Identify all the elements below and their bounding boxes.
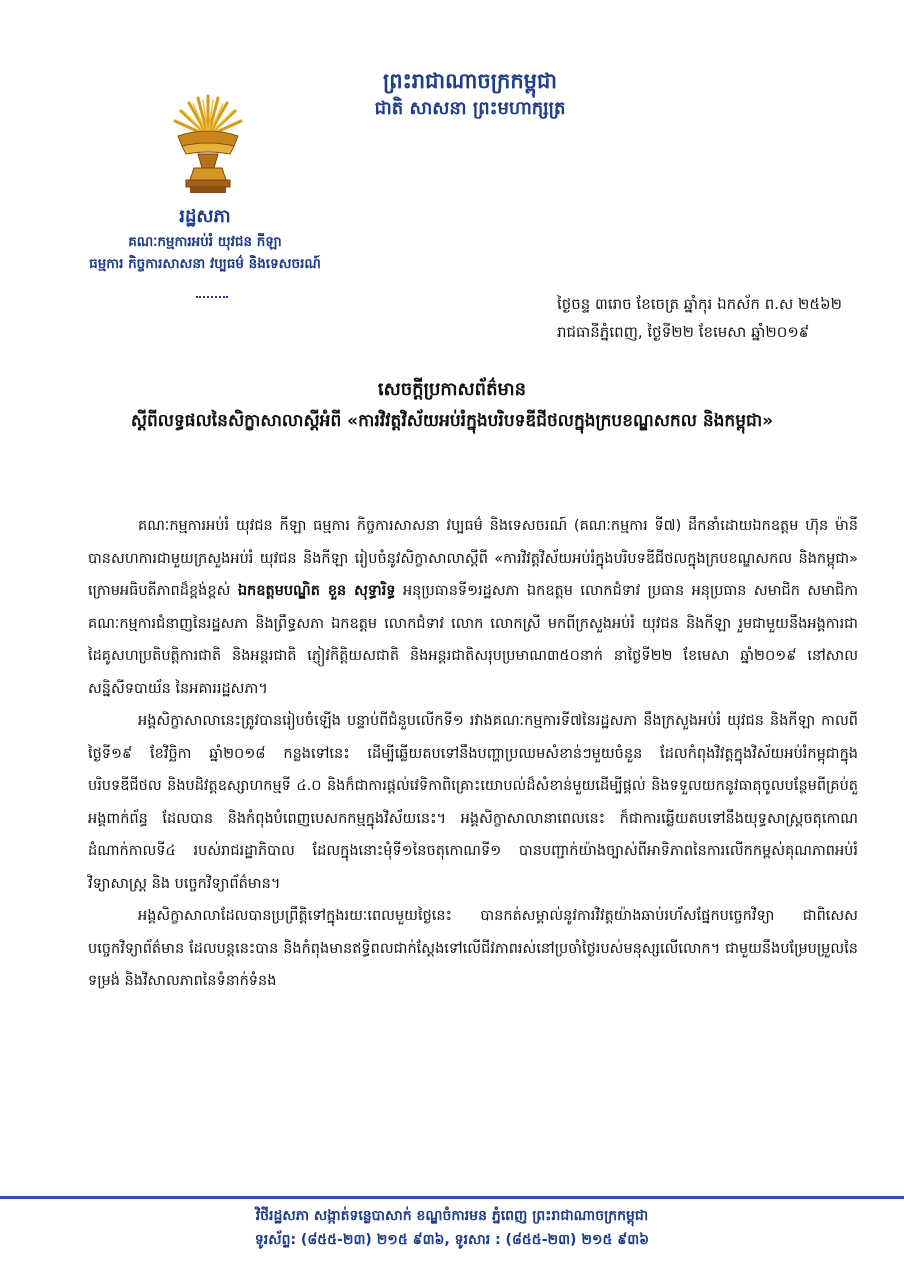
- lunar-date: ថ្ងៃចន្ទ ៣រោច ខែចេត្រ ឆ្នាំកុរ ឯកស័ក ព.ស ២៥៦២: [556, 295, 842, 313]
- document-body: [88, 510, 858, 998]
- institution-name: រដ្ឋសភា: [179, 206, 231, 227]
- footer-divider: [0, 1196, 904, 1199]
- issuing-body: [40, 203, 370, 275]
- document-subject: ស្តីពីលទ្ធផលនៃសិក្ខាសាលាស្តីអំពី «ការវិវត្តវិស័យអប់រំក្នុងបរិបទឌីជីថលក្នុងក្របខណ្ឌសកល និងកម្ពុជា»: [130, 411, 774, 431]
- footer-address: វិថីរដ្ឋសភា សង្កាត់ទន្លេបាសាក់ ខណ្ឌចំការមន ភ្នំពេញ ព្រះរាជាណាចក្រកម្ពុជា: [255, 1208, 649, 1224]
- document-heading: [60, 375, 844, 437]
- date-block: [557, 290, 842, 346]
- paragraph-1-text-a: គណៈកម្មការអប់រំ យុវជន កីឡា ធម្មការ កិច្ចការសាសនា វប្បធម៌ និងទេសចរណ៍ (គណៈកម្មការ ទី៧) ដឹកនាំដោយឯកឧត្តម ហ៊ុន ម៉ានី បានសហការជាមួយក្រសួងអប់រំ យុវជន និងកីឡា រៀបចំនូវសិក្ខាសាលាស្តីពី «ការវិវត្តវិស័យអប់រំក្នុងបរិបទឌីជីថលក្នុងក្របខណ្ឌសកល និងកម្ពុជា» ក្រោមអធិបតីភាពដ៏ខ្ពង់ខ្ពស់: [88, 518, 858, 599]
- paragraph-1-text-b: អនុប្រធានទី១រដ្ឋសភា ឯកឧត្តម លោកជំទាវ ប្រធាន អនុប្រធាន សមាជិក សមាជិកា គណៈកម្មការជំនាញនៃរដ្ឋសភា និងព្រឹទ្ធសភា ឯកឧត្តម លោកជំទាវ លោក លោកស្រី មកពីក្រសួងអប់រំ យុវជន និងកីឡា រួមជាមួយនឹងអង្គការជាដៃគូសហប្រតិបត្តិការជាតិ និងអន្តរជាតិ ភ្ញៀវកិត្តិយសជាតិ និងអន្តរជាតិសរុបប្រមាណ៣៥០នាក់ នាថ្ងៃទី២២ ខែមេសា ឆ្នាំ២០១៩ នៅសាលសន្និសីទបាយ័ន នៃអគាររដ្ឋសភា។: [88, 583, 859, 697]
- footer-contact: ទូរស័ព្ទ: (៨៥៥-២៣) ២១៥ ៩៣៦, ទូរសារ : (៨៥៥-២៣) ២១៥ ៩៣៦: [254, 1232, 650, 1248]
- ornament-divider: [196, 296, 228, 298]
- national-assembly-emblem: [168, 90, 248, 200]
- footer: [0, 1204, 904, 1252]
- commission-name-line2: ធម្មការ កិច្ចការសាសនា វប្បធម៌ និងទេសចរណ៍: [89, 256, 321, 272]
- paragraph-3: អង្គសិក្ខាសាលាដែលបានប្រព្រឹត្តិទៅក្នុងរយៈពេលមួយថ្ងៃនេះ បានកត់សម្គាល់នូវការវិវត្តយ៉ាងឆាប់រហ័សផ្នែកបច្ចេកវិទ្យា ជាពិសេសបច្ចេកវិទ្យាព័ត៌មាន ដែលបន្តនេះបាន និងកំពុងមានឥទ្ធិពលជាក់ស្តែងទៅលើជីវភាពរស់នៅប្រចាំថ្ងៃរបស់មនុស្សលើលោក។ ជាមួយនឹងបម្រែបម្រួលនៃទម្រង់ និងវិសាលភាពនៃទំនាក់ទំនង: [88, 908, 858, 989]
- commission-name-line1: គណៈកម្មការអប់រំ យុវជន កីឡា: [128, 234, 282, 250]
- document-title: សេចក្តីប្រកាសព័ត៌មាន: [377, 379, 527, 400]
- paragraph-2: អង្គសិក្ខាសាលានេះត្រូវបានរៀបចំឡើង បន្ទាប់ពីជំនួបលើកទី១ រវាងគណៈកម្មការទី៧នៃរដ្ឋសភា នឹងក្រសួងអប់រំ យុវជន និងកីឡា កាលពីថ្ងៃទី១៩ ខែវិច្ឆិកា ឆ្នាំ២០១៨ កន្លងទៅនេះ ដើម្បីឆ្លើយតបទៅនឹងបញ្ហាប្រឈមសំខាន់ៗមួយចំនួន ដែលកំពុងវិវត្តក្នុងវិស័យអប់រំកម្ពុជាក្នុងបរិបទឌីជីថល និងបដិវត្តឧស្សាហកម្មទី ៤.០ និងក៏ជាការផ្តល់វេទិកាពិគ្រោះយោបល់ដ៏សំខាន់មួយដើម្បីផ្តល់ និងទទួលយកនូវធាតុចូលបន្ថែមពីគ្រប់តួអង្គពាក់ព័ន្ធ ដែលបាន និងកំពុងបំពេញបេសកកម្មក្នុងវិស័យនេះ។ អង្គសិក្ខាសាលានាពេលនេះ ក៏ជាការឆ្លើយតបទៅនឹងយុទ្ធសាស្ត្រចតុកោណដំណាក់កាលទី៤ របស់រាជរដ្ឋាភិបាល ដែលក្នុងនោះមុំទី១នៃចតុកោណទី១ បានបញ្ជាក់យ៉ាងច្បាស់ពីអាទិភាពនៃការលើកកម្ពស់គុណភាពអប់រំ វិទ្យាសាស្ត្រ និង បច្ចេកវិទ្យាព័ត៌មាន។: [88, 713, 858, 892]
- paragraph-1: [88, 510, 858, 705]
- letterhead-kingdom: [300, 66, 640, 122]
- national-motto: ជាតិ សាសនា ព្រះមហាក្សត្រ: [374, 98, 566, 119]
- solar-date: រាជធានីភ្នំពេញ, ថ្ងៃទី២២ ខែមេសា ឆ្នាំ២០១៩: [556, 323, 810, 341]
- kingdom-title: ព្រះរាជាណាចក្រកម្ពុជា: [382, 69, 557, 93]
- paragraph-1-bold-name: ឯកឧត្តមបណ្ឌិត ខួន សុទ្ធារិទ្ធ: [237, 583, 396, 599]
